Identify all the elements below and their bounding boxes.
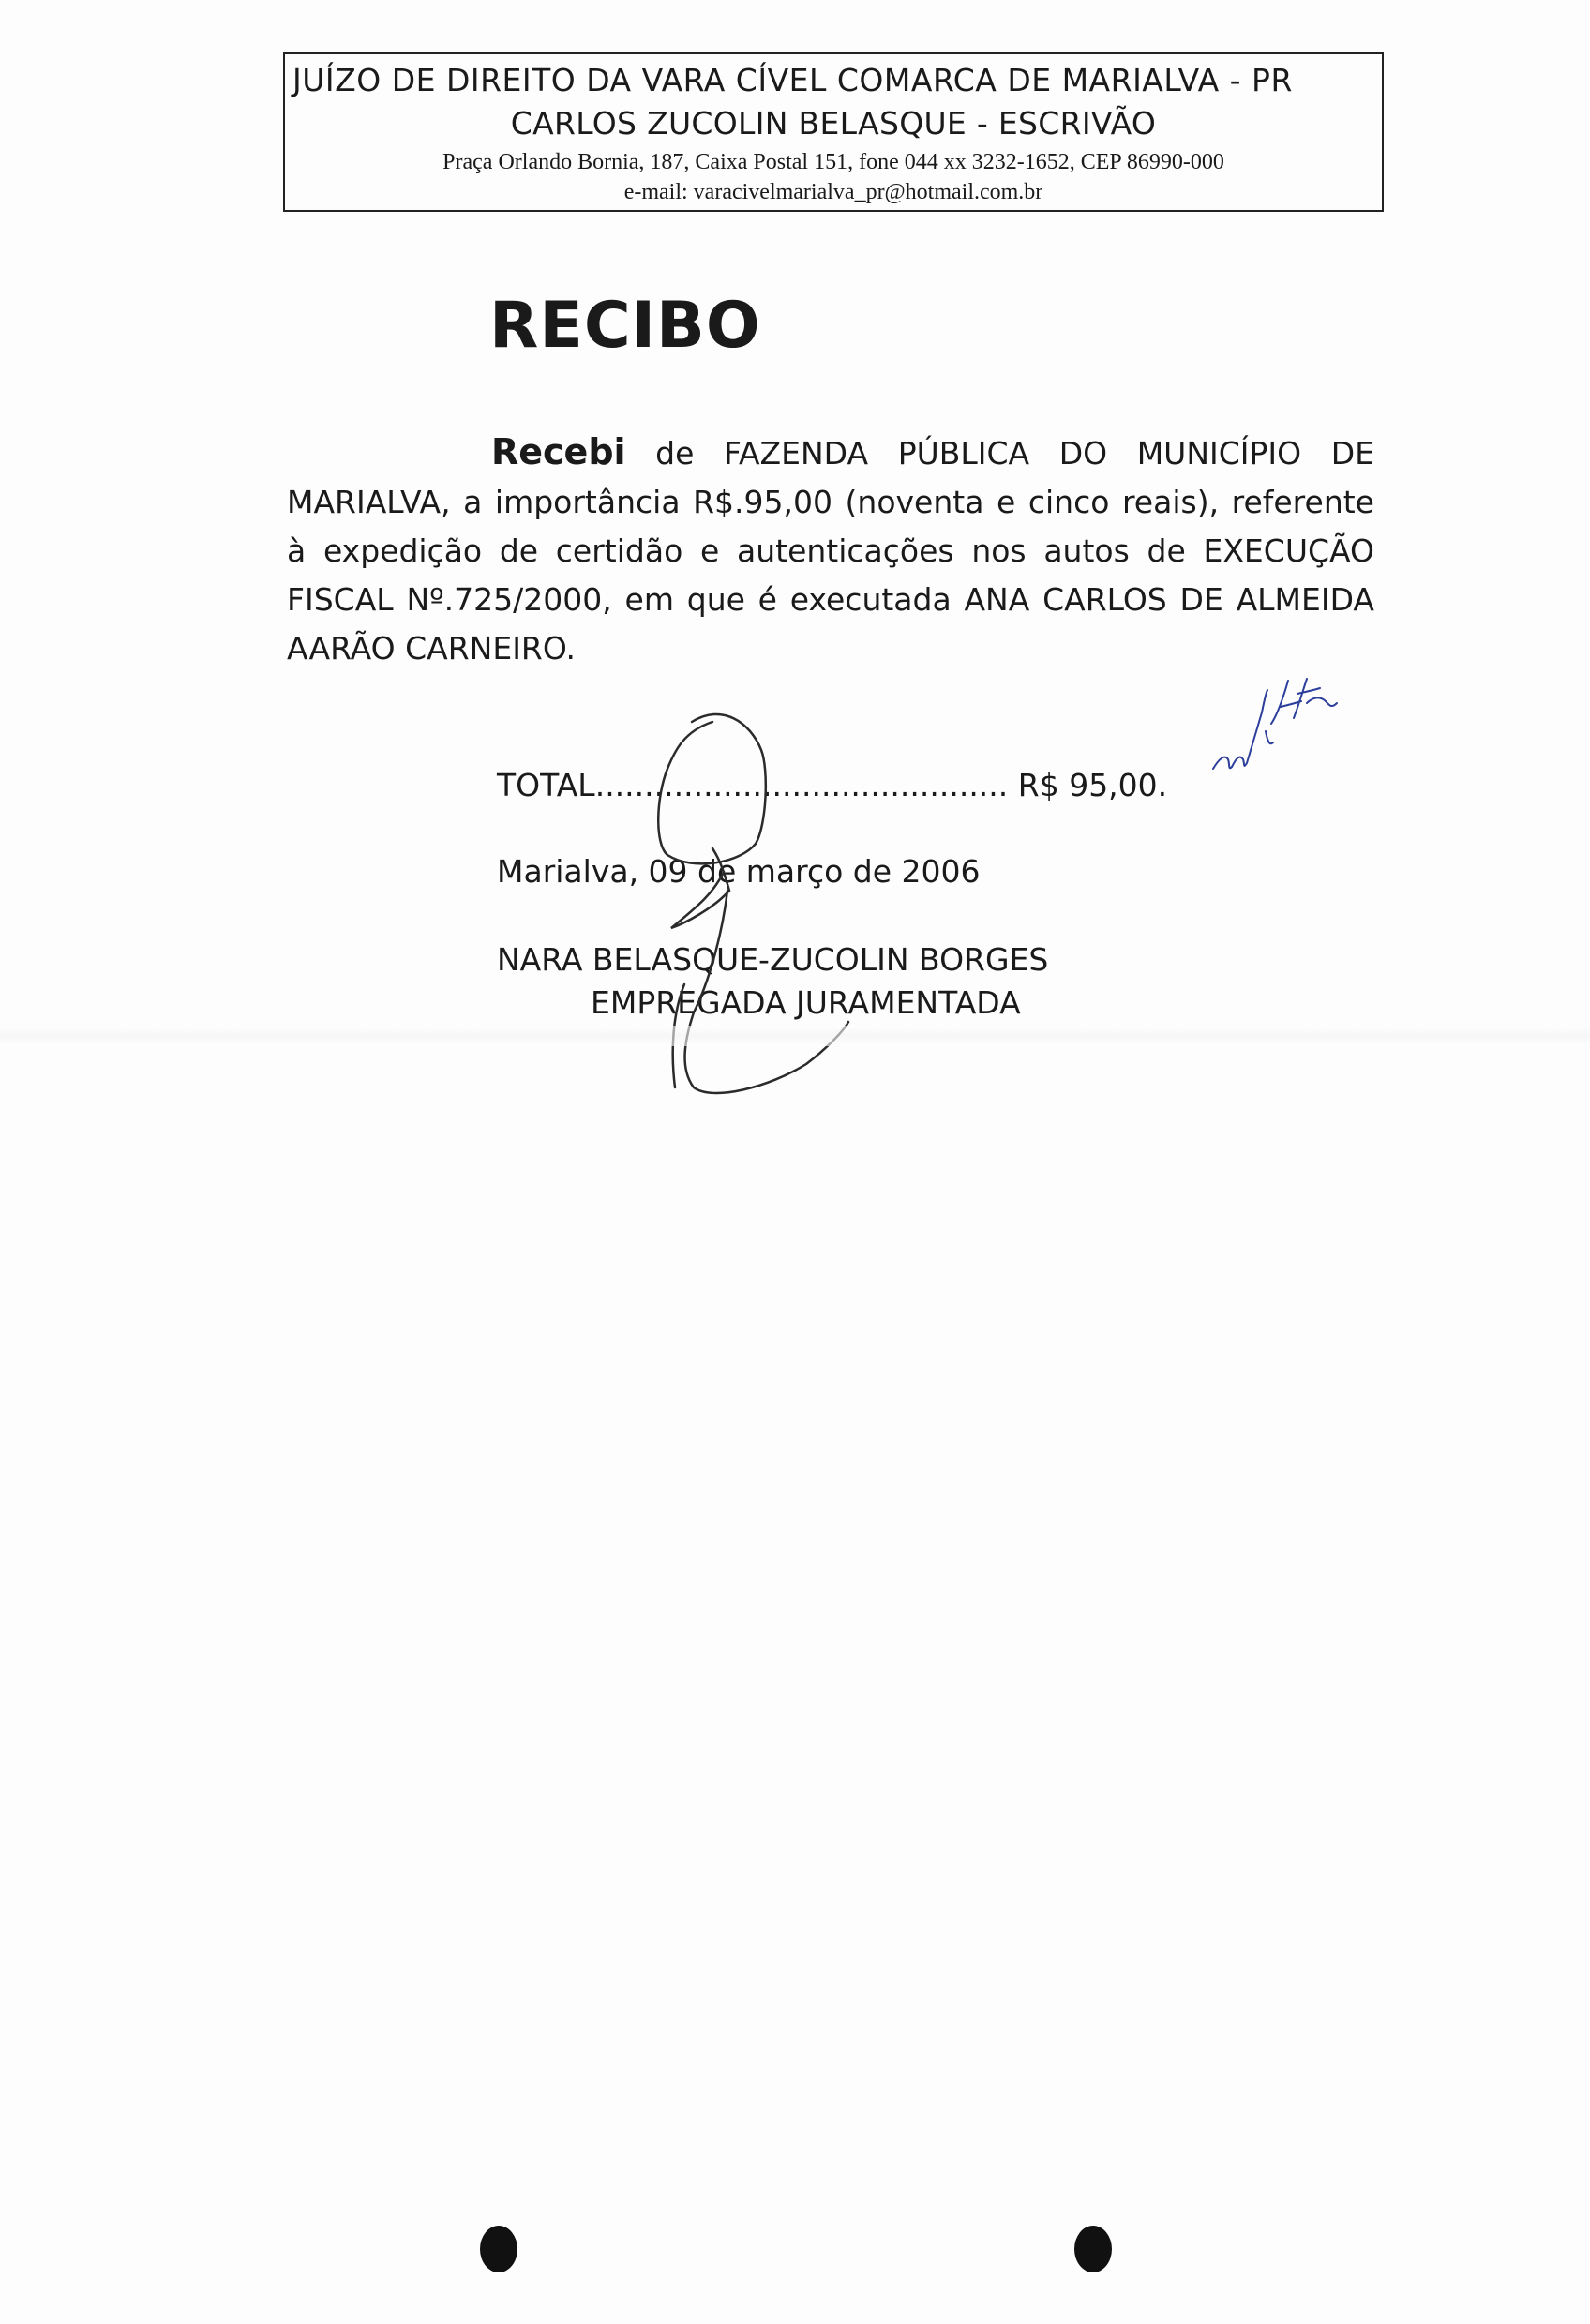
receipt-lead-word: Recebi (491, 431, 626, 472)
total-amount: R$ 95,00. (1017, 767, 1168, 803)
clerk-name: CARLOS ZUCOLIN BELASQUE - ESCRIVÃO (510, 105, 1157, 142)
document-title: RECIBO (489, 289, 761, 363)
court-email: e-mail: varacivelmarialva_pr@hotmail.com.br (623, 180, 1043, 204)
handwritten-initials (1209, 656, 1341, 787)
court-address: Praça Orlando Bornia, 187, Caixa Postal 151, fone 044 xx 3232-1652, CEP 86990-000 (442, 150, 1224, 174)
court-name: JUÍZO DE DIREITO DA VARA CÍVEL COMARCA DE MARIALVA - PR (292, 62, 1293, 98)
total-line (497, 767, 1167, 803)
scan-artifact-streak (0, 1026, 1590, 1046)
punch-hole-right (1074, 2226, 1112, 2272)
receipt-text: de FAZENDA PÚBLICA DO MUNICÍPIO DE MARIALVA, a importância R$.95,00 (noventa e cinco reais), referente à expedição de certidão e autenticações nos autos de EXECUÇÃO FISCAL Nº.725/2000, em que é executada ANA CARLOS DE ALMEIDA AARÃO CARNEIRO. (287, 435, 1374, 667)
total-leader-dots: .......................................... (594, 767, 1009, 803)
place-and-date: Marialva, 09 de março de 2006 (497, 853, 981, 890)
court-header (283, 52, 1384, 212)
signer-role: EMPREGADA JURAMENTADA (591, 984, 1021, 1021)
receipt-body (287, 427, 1374, 673)
signer-name: NARA BELASQUE-ZUCOLIN BORGES (497, 941, 1049, 978)
punch-hole-left (480, 2226, 518, 2272)
total-label: TOTAL (497, 767, 595, 803)
